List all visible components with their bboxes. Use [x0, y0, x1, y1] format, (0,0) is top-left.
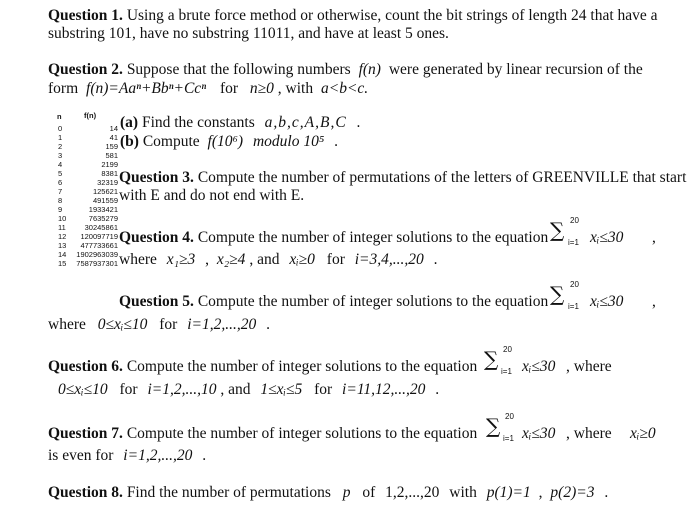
- table-fn-column: [74, 124, 118, 268]
- question-4-line-1: [119, 228, 548, 247]
- table-n-cell: 5: [58, 169, 63, 178]
- table-fn-cell: 1902963039: [76, 250, 118, 259]
- q6-sum-symbol: ∑: [484, 347, 499, 371]
- q5-range: i=1,2,...,20: [187, 316, 257, 333]
- question-7-line-2: [48, 446, 206, 465]
- question-2-condition: n≥0: [249, 80, 274, 97]
- q4-condition-2: x₂≥4: [216, 251, 246, 268]
- question-4-text: Compute the number of integer solutions to the equation: [197, 229, 549, 246]
- question-2-with: , with: [277, 80, 314, 97]
- q7-condition: xᵢ≥0: [630, 425, 656, 442]
- q6-sum-lower: i=1: [501, 367, 512, 376]
- q4-condition-3: xᵢ≥0: [289, 251, 315, 268]
- q7-range: i=1,2,...,20: [123, 447, 193, 464]
- q5-where: where: [48, 316, 86, 333]
- q6-range-2: i=11,12,...,20: [342, 381, 426, 398]
- question-2-part-b: [120, 132, 338, 151]
- table-n-cell: 14: [58, 250, 67, 259]
- question-1-line-1: [48, 6, 658, 25]
- question-2-text-b: were generated by linear recursion of the: [388, 61, 643, 78]
- q4-for: for: [326, 251, 345, 268]
- q8-condition-2: p(2)=3: [550, 484, 595, 501]
- table-header-fn: f(n): [84, 111, 97, 120]
- question-2-formula: f(n)=Aaⁿ+Bbⁿ+Ccⁿ: [86, 80, 207, 97]
- question-5-line-2: [48, 315, 270, 334]
- question-1-label: Question 1.: [48, 7, 123, 24]
- table-fn-cell: 14: [109, 124, 118, 133]
- question-5-text: Compute the number of integer solutions to the equation: [197, 293, 549, 310]
- table-fn-cell: 491559: [92, 196, 118, 205]
- question-6-label: Question 6.: [48, 358, 123, 375]
- q5-sum-lower: i=1: [568, 302, 579, 311]
- question-4-line-2: where x₁≥3 , x₂≥4 , and xᵢ≥0 for i=3,4,...,20 .: [119, 251, 438, 268]
- part-b-fn: f(10⁶): [207, 133, 244, 150]
- q4-and: , and: [249, 251, 280, 268]
- q4-sum-lower: i=1: [568, 238, 579, 247]
- q7-dot: .: [202, 447, 207, 464]
- question-1-line-2: substring 101, have no substring 11011, and have at least 5 ones.: [48, 25, 449, 42]
- q6-sum-expression: xᵢ≤30: [522, 358, 556, 375]
- q6-for-2: for: [314, 381, 333, 398]
- table-fn-cell: 159: [105, 142, 118, 151]
- question-3-text: Compute the number of permutations of the letters of GREENVILLE that start: [197, 169, 687, 186]
- q6-range-1: i=1,2,...,10: [147, 381, 217, 398]
- part-b-text: Compute: [142, 133, 200, 150]
- question-2-text-a: Suppose that the following numbers: [126, 61, 351, 78]
- question-6-text: Compute the number of integer solutions to the equation: [126, 358, 478, 375]
- table-n-cell: 6: [58, 178, 63, 187]
- q6-for-1: for: [119, 381, 138, 398]
- question-7-label: Question 7.: [48, 425, 123, 442]
- question-3-line-2: with E and do not end with E.: [119, 187, 305, 204]
- q6-condition-2: 1≤xᵢ≤5: [260, 381, 303, 398]
- table-fn-cell: 120097719: [80, 232, 118, 241]
- question-7-text: Compute the number of integer solutions to the equation: [126, 425, 478, 442]
- question-8-text: Find the number of permutations: [126, 484, 331, 501]
- table-fn-cell: 7635279: [88, 214, 118, 223]
- question-2-label: Question 2.: [48, 61, 123, 78]
- q4-sum-symbol: ∑: [550, 218, 565, 242]
- table-n-cell: 4: [58, 160, 63, 169]
- q5-comma: ,: [652, 293, 656, 310]
- q8-condition-1: p(1)=1: [486, 484, 531, 501]
- table-n-cell: 7: [58, 187, 63, 196]
- q4-sum-upper: 20: [570, 216, 579, 225]
- q8-dot: .: [604, 484, 609, 501]
- question-6-line-1: [48, 357, 477, 376]
- question-2-part-a: [120, 113, 360, 132]
- table-n-cell: 11: [58, 223, 66, 232]
- question-2-fn: f(n): [358, 61, 381, 78]
- table-n-cell: 15: [58, 259, 67, 268]
- q4-dot: .: [433, 251, 438, 268]
- q7-sum-lower: i=1: [503, 434, 514, 443]
- q8-set: 1,2,...,20: [385, 484, 440, 501]
- question-4-label: Question 4.: [119, 229, 194, 246]
- table-n-cell: 13: [58, 241, 67, 250]
- table-fn-cell: 1933421: [88, 205, 118, 214]
- q7-even-for: is even for: [48, 447, 114, 464]
- table-fn-cell: 2199: [101, 160, 118, 169]
- question-2-line-2: [48, 79, 368, 98]
- q4-comma: ,: [652, 229, 656, 246]
- part-b-label: (b): [120, 133, 139, 150]
- question-3-label: Question 3.: [119, 169, 194, 186]
- table-fn-cell: 41: [109, 133, 118, 142]
- table-n-cell: 8: [58, 196, 63, 205]
- q7-where: , where: [566, 425, 612, 442]
- question-3-line-1: [119, 168, 686, 187]
- q6-where: , where: [566, 358, 612, 375]
- q8-of: of: [362, 484, 376, 501]
- part-b-dot: .: [334, 133, 338, 150]
- table-fn-cell: 125621: [92, 187, 118, 196]
- question-6-line-2: [58, 380, 439, 399]
- q6-dot: .: [435, 381, 440, 398]
- q4-where: where: [119, 251, 157, 268]
- table-n-cell: 1: [58, 133, 63, 142]
- question-2-line-1: [48, 60, 643, 79]
- q7-sum-expression: xᵢ≤30: [522, 425, 556, 442]
- part-a-text: Find the constants: [141, 114, 255, 131]
- q6-sum-upper: 20: [503, 345, 512, 354]
- table-fn-cell: 32319: [97, 178, 118, 187]
- part-a-constants: a,b,c,A,B,C: [264, 114, 347, 131]
- table-n-cell: 9: [58, 205, 63, 214]
- part-a-dot: .: [356, 114, 361, 131]
- question-7-line-1: [48, 424, 477, 443]
- q4-sum-expression: xᵢ≤30: [590, 229, 624, 246]
- q6-condition-1: 0≤xᵢ≤10: [58, 381, 108, 398]
- table-n-cell: 3: [58, 151, 63, 160]
- question-1-text: Using a brute force method or otherwise, count the bit strings of length 24 that have a: [126, 7, 658, 24]
- table-fn-cell: 477733661: [80, 241, 118, 250]
- question-2-for: for: [219, 80, 239, 97]
- table-n-cell: 0: [58, 124, 63, 133]
- q5-sum-upper: 20: [570, 280, 579, 289]
- question-8-line-1: Question 8. Find the number of permutations p of 1,2,...,20 with p(1)=1 , p(2)=3 .: [48, 484, 609, 501]
- q5-sum-expression: xᵢ≤30: [590, 293, 624, 310]
- table-fn-cell: 30245861: [84, 223, 118, 232]
- table-header-n: n: [57, 112, 62, 121]
- q5-dot: .: [266, 316, 270, 333]
- table-fn-cell: 581: [105, 151, 118, 160]
- q5-for: for: [159, 316, 178, 333]
- question-5-line-1: [119, 292, 548, 311]
- q7-sum-symbol: ∑: [486, 414, 501, 438]
- q5-condition: 0≤xᵢ≤10: [97, 316, 148, 333]
- q6-and: , and: [220, 381, 251, 398]
- table-n-column: [58, 124, 66, 268]
- question-8-label: Question 8.: [48, 484, 123, 501]
- table-n-cell: 2: [58, 142, 63, 151]
- table-n-cell: 10: [58, 214, 67, 223]
- question-5-label: Question 5.: [119, 293, 194, 310]
- q4-range: i=3,4,...,20: [354, 251, 424, 268]
- table-n-cell: 12: [58, 232, 67, 241]
- q7-sum-upper: 20: [505, 412, 514, 421]
- q4-condition-1: x₁≥3: [166, 251, 196, 268]
- q8-p: p: [342, 484, 351, 501]
- question-2-order: a<b<c.: [320, 80, 369, 97]
- table-fn-cell: 8381: [101, 169, 118, 178]
- q8-with: with: [449, 484, 477, 501]
- part-b-modulo: modulo 10⁵: [252, 133, 325, 150]
- question-2-form-word: form: [48, 80, 79, 97]
- part-a-label: (a): [120, 114, 139, 131]
- table-fn-cell: 7587937301: [76, 259, 118, 268]
- q5-sum-symbol: ∑: [550, 282, 565, 306]
